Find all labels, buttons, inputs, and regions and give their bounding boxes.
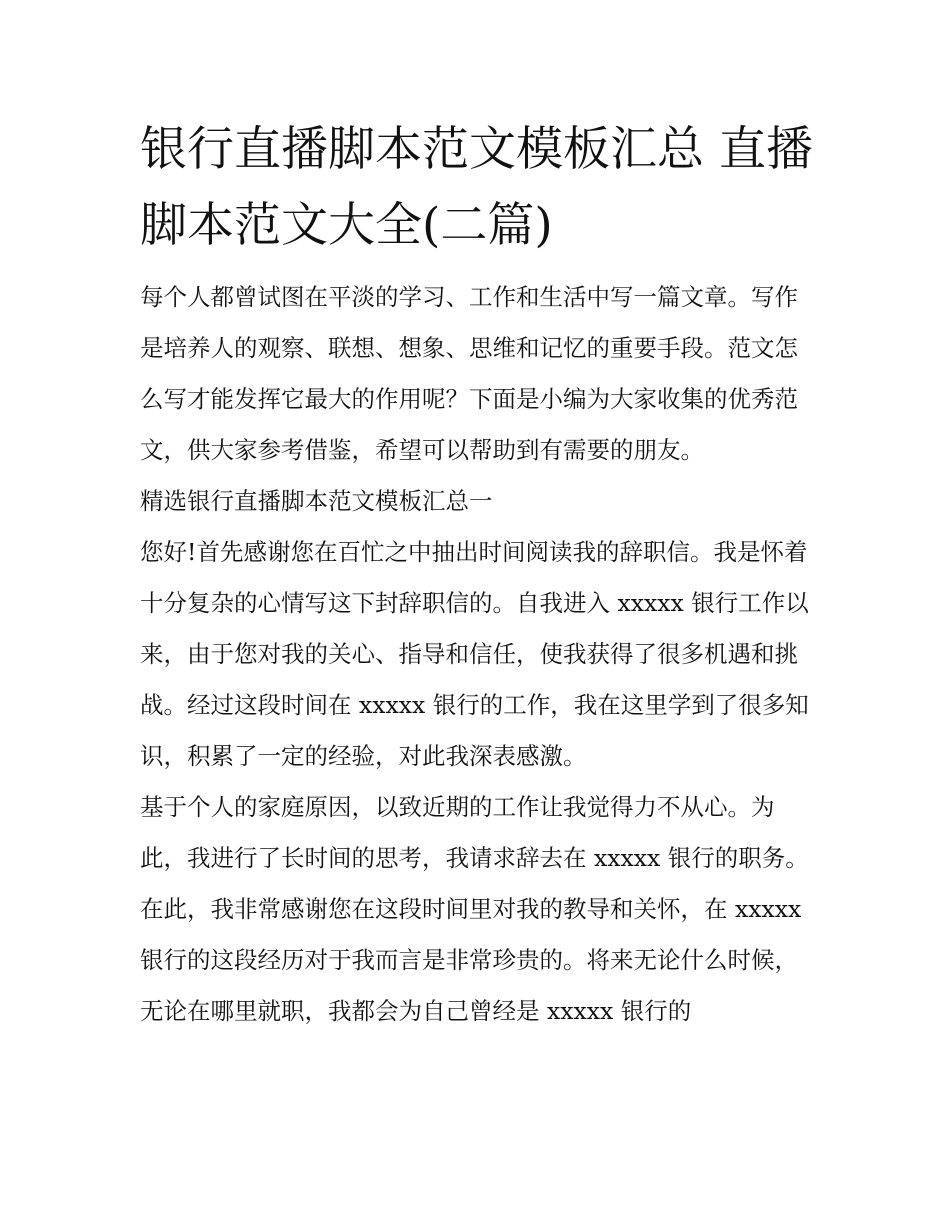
body-paragraph-1: 您好!首先感谢您在百忙之中抽出时间阅读我的辞职信。我是怀着十分复杂的心情写这下封辞职信的。自我进入 xxxxx 银行工作以来，由于您对我的关心、指导和信任，使我获得了很多机遇和挑战。经过这段时间在 xxxxx 银行的工作，我在这里学到了很多知识，积累了一定的经验，对此我深表感激。	[140, 538, 809, 770]
intro-paragraph: 每个人都曾试图在平淡的学习、工作和生活中写一篇文章。写作是培养人的观察、联想、想象、思维和记忆的重要手段。范文怎么写才能发挥它最大的作用呢？下面是小编为大家收集的优秀范文，供大家参考借鉴，希望可以帮助到有需要的朋友。	[140, 283, 798, 464]
body-paragraph-2: 基于个人的家庭原因，以致近期的工作让我觉得力不从心。为此，我进行了长时间的思考，我请求辞去在 xxxxx 银行的职务。	[140, 793, 809, 872]
body-paragraph-3: 在此，我非常感谢您在这段时间里对我的教导和关怀，在 xxxxx 银行的这段经历对于我而言是非常珍贵的。将来无论什么时候，无论在哪里就职，我都会为自己曾经是 xxxxx 银行的	[140, 895, 802, 1025]
document-title: 银行直播脚本范文模板汇总 直播脚本范文大全(二篇)	[140, 122, 813, 253]
document-page	[140, 112, 820, 1037]
section-heading: 精选银行直播脚本范文模板汇总一	[140, 487, 493, 515]
